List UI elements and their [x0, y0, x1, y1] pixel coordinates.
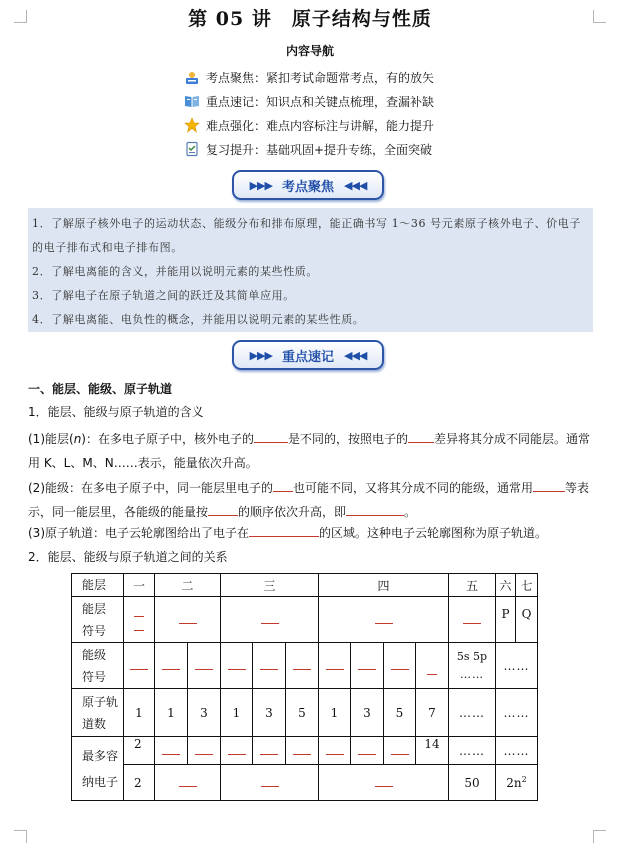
blank-cell[interactable]: [286, 643, 319, 689]
blank-cell[interactable]: [449, 597, 496, 643]
blank-cell[interactable]: [384, 643, 416, 689]
banner-label: 考点聚焦: [281, 179, 334, 195]
orbital-count: 1: [124, 689, 155, 737]
table-row: [72, 643, 538, 689]
objective-item: 1．了解原子核外电子的运动状态、能级分布和排布原理，能正确书写 1～36 号元素原子核外电子、价电子的电子排布式和电子排布图。: [32, 217, 581, 254]
blank-cell[interactable]: [253, 737, 286, 765]
banner-arrows-right: ◀◀◀: [344, 178, 367, 192]
blank-cell[interactable]: [221, 737, 253, 765]
max-electron-cell: 2: [124, 737, 155, 765]
max-electron-cell: 14: [416, 737, 449, 765]
level-five-cell: 5s 5p ……: [449, 643, 496, 689]
exam-focus-banner: [232, 170, 384, 200]
banner-arrows-right: ◀◀◀: [344, 348, 367, 362]
crop-mark-bottom-right: [593, 830, 606, 843]
subsection-heading: 2．能层、能级与原子轨道之间的关系: [28, 550, 228, 564]
nav-item-label: 重点速记：知识点和关键点梳理，查漏补缺: [206, 94, 435, 109]
star-icon: [184, 117, 200, 133]
fill-blank[interactable]: [408, 430, 434, 443]
blank-cell[interactable]: [124, 597, 155, 643]
symbol-cell: P: [496, 597, 516, 643]
banner-label: 重点速记: [281, 349, 334, 365]
orbital-count: 3: [188, 689, 221, 737]
row-label: 最多容 纳电子: [72, 737, 124, 801]
exam-focus-icon: [184, 69, 200, 85]
blank-cell[interactable]: [319, 643, 351, 689]
row-label: 能级 符号: [72, 643, 124, 689]
layer-cell: 一: [124, 574, 155, 597]
banner-arrows-left: ▶▶▶: [249, 178, 272, 192]
orbital-count: 3: [253, 689, 286, 737]
objectives-box: [28, 208, 593, 332]
key-notes-banner: [232, 340, 384, 370]
ellipsis-cell: ……: [496, 689, 538, 737]
max-electron-total: 2: [124, 765, 155, 801]
nav-item-exam-focus: [184, 65, 434, 89]
blank-cell[interactable]: [221, 643, 253, 689]
table-row: [72, 597, 538, 643]
orbital-count: 1: [155, 689, 188, 737]
ellipsis-cell: ……: [449, 689, 496, 737]
objective-item: 3．了解电子在原子轨道之间的跃迁及其简单应用。: [32, 289, 295, 302]
blank-cell[interactable]: [319, 765, 449, 801]
layer-cell: 三: [221, 574, 319, 597]
symbol-cell: Q: [516, 597, 538, 643]
ellipsis-cell: ……: [449, 737, 496, 765]
paragraph-energy-layer: (1)能层(n)：在多电子原子中，核外电子的 是不同的，按照电子的 差异将其分成不同能层。通常用 K、L、M、N……表示，能量依次升高。: [28, 432, 591, 470]
blank-cell[interactable]: [319, 597, 449, 643]
page-title: 第 05 讲 原子结构与性质: [188, 8, 432, 30]
fill-blank[interactable]: [346, 503, 404, 516]
table-row: [72, 737, 538, 765]
blank-cell[interactable]: [155, 597, 221, 643]
blank-cell[interactable]: [188, 737, 221, 765]
section-heading: 一、能层、能级、原子轨道: [28, 382, 173, 396]
layer-cell: 二: [155, 574, 221, 597]
orbital-count: 3: [351, 689, 384, 737]
fill-blank[interactable]: [208, 503, 238, 516]
table-row: [72, 689, 538, 737]
blank-cell[interactable]: [124, 643, 155, 689]
banner-arrows-left: ▶▶▶: [249, 348, 272, 362]
content-nav-heading: 内容导航: [285, 44, 334, 58]
table-row: [72, 574, 538, 597]
orbital-count: 1: [319, 689, 351, 737]
orbital-count: 5: [384, 689, 416, 737]
ellipsis-cell: ……: [496, 737, 538, 765]
paragraph-energy-level: (2)能级：在多电子原子中，同一能层里电子的 也可能不同，又将其分成不同的能级，通常用 等表示，同一能层里，各能级的能量按 的顺序依次升高，即 。: [28, 481, 590, 519]
fill-blank[interactable]: [249, 524, 319, 537]
fill-blank[interactable]: [254, 430, 288, 443]
nav-item-label: 难点强化：难点内容标注与讲解，能力提升: [206, 118, 435, 133]
blank-cell[interactable]: [253, 643, 286, 689]
max-electron-formula: $2n^2$: [496, 765, 538, 801]
blank-cell[interactable]: [155, 643, 188, 689]
orbital-count: 5: [286, 689, 319, 737]
objective-item: 2．了解电离能的含义，并能用以说明元素的某些性质。: [32, 265, 318, 278]
paragraph-orbital: (3)原子轨道：电子云轮廓图给出了电子在 的区域。这种电子云轮廓图称为原子轨道。: [28, 526, 548, 540]
crop-mark-bottom-left: [14, 830, 27, 843]
nav-item-key-notes: [184, 89, 434, 113]
layer-cell: 五: [449, 574, 496, 597]
blank-cell[interactable]: [155, 765, 221, 801]
blank-cell[interactable]: [188, 643, 221, 689]
blank-cell[interactable]: [351, 643, 384, 689]
nav-item-label: 考点聚焦：紧扣考试命题常考点，有的放矢: [206, 70, 435, 85]
blank-cell[interactable]: [221, 765, 319, 801]
nav-item-review: [184, 137, 434, 161]
book-icon: [184, 93, 200, 109]
layer-cell: 四: [319, 574, 449, 597]
objective-item: 4．了解电离能、电负性的概念，并能用以说明元素的某些性质。: [32, 313, 365, 326]
nav-item-label: 复习提升：基础巩固+提升专练，全面突破: [206, 142, 433, 157]
orbital-count: 1: [221, 689, 253, 737]
blank-cell[interactable]: [155, 737, 188, 765]
layer-cell: 六: [496, 574, 516, 597]
blank-cell[interactable]: [221, 597, 319, 643]
blank-cell[interactable]: [319, 737, 351, 765]
fill-blank[interactable]: [273, 479, 293, 492]
ellipsis-cell: ……: [496, 643, 538, 689]
fill-blank[interactable]: [533, 479, 565, 492]
row-label: 原子轨 道数: [72, 689, 124, 737]
nav-item-difficulty: [184, 113, 434, 137]
row-label: 能层 符号: [72, 597, 124, 643]
checklist-icon: [184, 141, 200, 157]
layer-cell: 七: [516, 574, 538, 597]
max-electron-total: 50: [449, 765, 496, 801]
content-nav-list: [184, 65, 434, 161]
subsection-heading: 1．能层、能级与原子轨道的含义: [28, 405, 204, 419]
row-label: 能层: [72, 574, 124, 597]
blank-cell[interactable]: [286, 737, 319, 765]
blank-cell[interactable]: [351, 737, 384, 765]
orbital-count: 7: [416, 689, 449, 737]
table-row: [72, 765, 538, 801]
blank-cell[interactable]: [416, 643, 449, 689]
blank-cell[interactable]: [384, 737, 416, 765]
layer-level-orbital-table: [71, 573, 538, 801]
